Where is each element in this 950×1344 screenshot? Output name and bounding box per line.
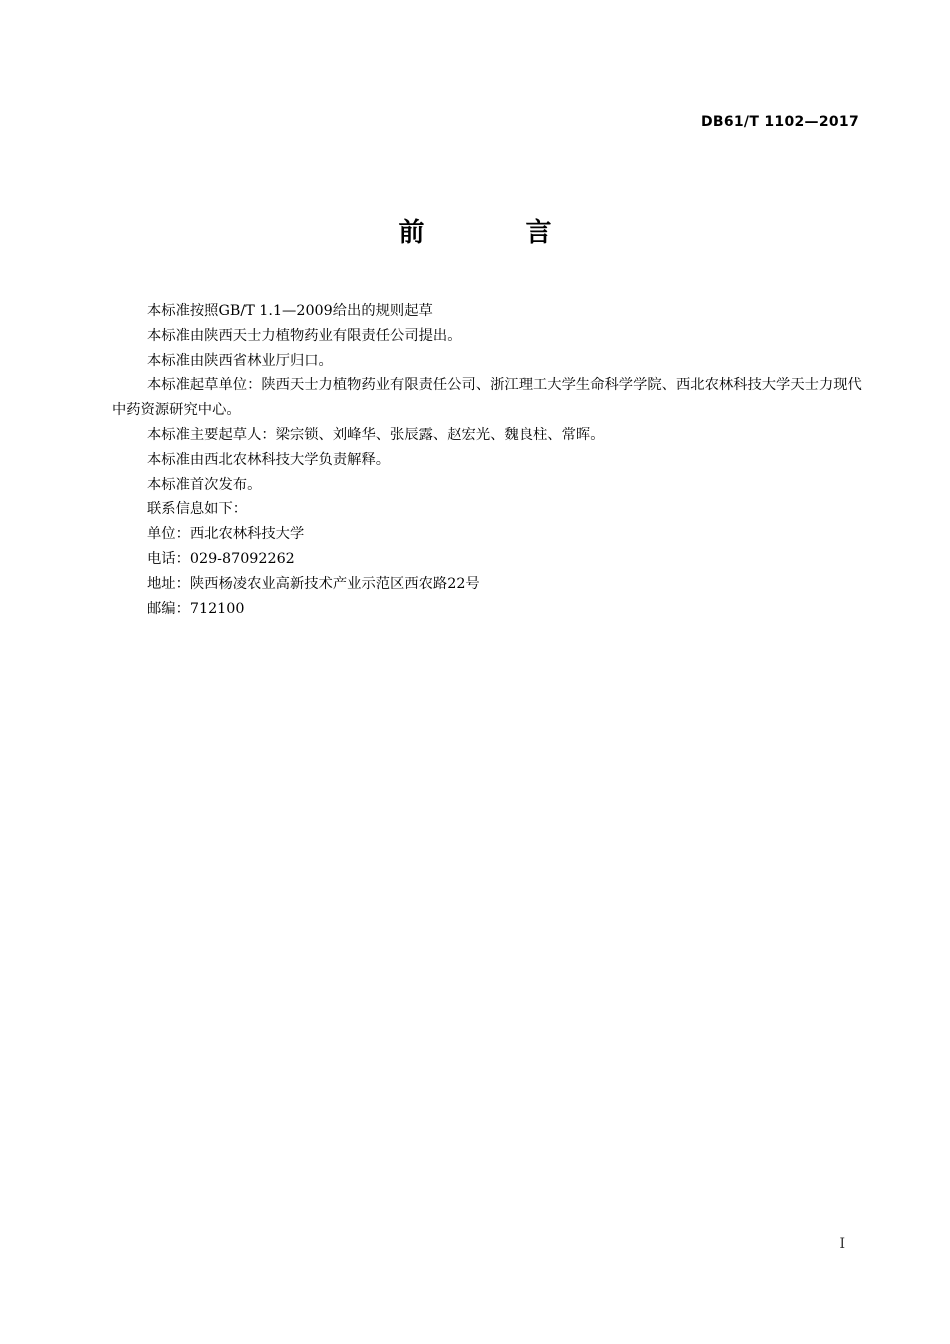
contact-unit: 单位：西北农林科技大学 [147, 526, 305, 543]
paragraph-drafting-rules: 本标准按照GB/T 1.1—2009给出的规则起草 [147, 303, 433, 319]
page-title: 前 言 [398, 218, 598, 248]
paragraph-administrator: 本标准由陕西省林业厅归口。 [147, 352, 333, 369]
paragraph-contact-heading: 联系信息如下： [147, 501, 248, 518]
standard-code: DB61/T 1102—2017 [700, 114, 859, 130]
foreword-body [112, 299, 862, 621]
contact-postcode: 邮编：712100 [147, 600, 245, 617]
paragraph-proposer: 本标准由陕西天士力植物药业有限责任公司提出。 [147, 327, 462, 344]
paragraph-drafting-units: 本标准起草单位：陕西天士力植物药业有限责任公司、浙江理工大学生命科学学院、西北农林科技大学天士力现代中药资源研究中心。 [112, 377, 862, 419]
paragraph-interpretation: 本标准由西北农林科技大学负责解释。 [147, 451, 391, 468]
page-number: I [839, 1236, 845, 1252]
contact-address: 地址：陕西杨凌农业高新技术产业示范区西农路22号 [147, 575, 480, 592]
paragraph-drafters: 本标准主要起草人：梁宗锁、刘峰华、张辰露、赵宏光、魏良柱、常晖。 [147, 426, 605, 443]
contact-phone: 电话：029-87092262 [147, 550, 295, 567]
paragraph-first-release: 本标准首次发布。 [147, 476, 262, 493]
